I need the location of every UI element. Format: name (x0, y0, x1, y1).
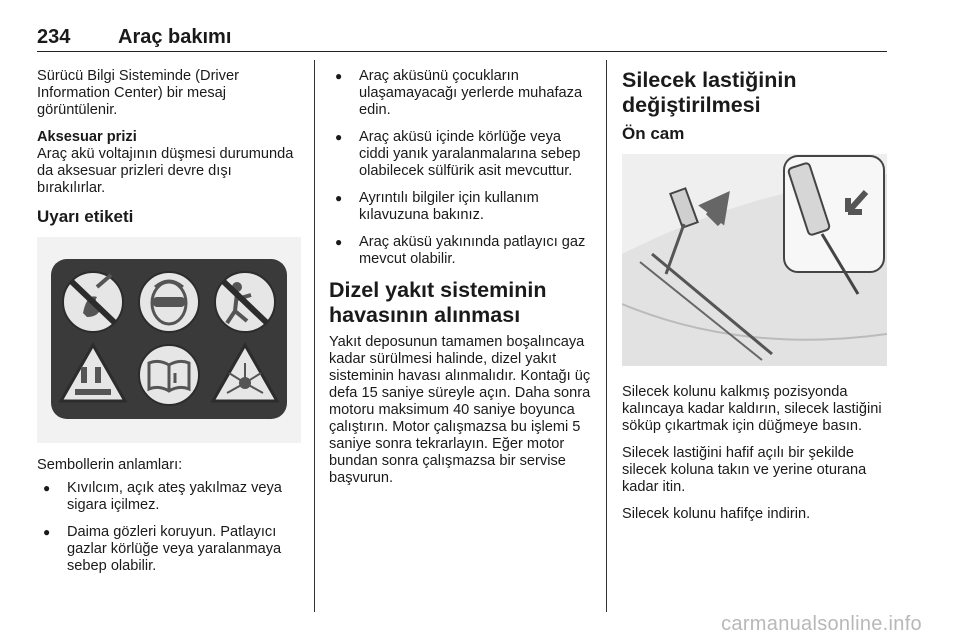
list-item: ● Araç aküsünü çocukların ulaşamayacağı yerlerde muhafaza edin. (329, 68, 595, 119)
keep-away-children-icon (215, 272, 275, 332)
no-fire-icon (63, 272, 123, 332)
battery-warnings-list (329, 68, 595, 268)
read-manual-icon (139, 345, 199, 405)
column-3 (622, 68, 890, 533)
warning-label-image (37, 237, 301, 443)
accessory-socket-heading: Aksesuar prizi (37, 129, 137, 145)
column-divider-1 (314, 60, 315, 612)
symbols-list (37, 480, 303, 575)
accessory-socket-text: Araç akü voltajının düşmesi durumunda da aksesuar prizleri devre dışı bırakılırlar. (37, 146, 294, 196)
wiper-step-2: Silecek lastiğini hafif açılı bir şekilde silecek koluna takın ve yerine oturana kadar itin. (622, 445, 867, 495)
wiper-step-3: Silecek kolunu hafifçe indirin. (622, 506, 811, 522)
list-item: ● Araç aküsü içinde körlüğe veya ciddi yanık yaralanmalarına sebep olabilecek sülfürik asit mevcuttur. (329, 129, 595, 180)
symbols-intro: Sembollerin anlamları: (37, 457, 183, 473)
windshield-subheading: Ön cam (622, 124, 685, 143)
list-item: ● Daima gözleri koruyun. Patlayıcı gazlar körlüğe veya yaralanmaya sebep olabilir. (37, 524, 303, 575)
page-number: 234 (37, 26, 71, 48)
column-divider-2 (606, 60, 607, 612)
warning-label-heading: Uyarı etiketi (37, 207, 134, 226)
watermark: carmanualsonline.info (721, 613, 922, 635)
column-1 (37, 68, 303, 585)
list-item: ● Kıvılcım, açık ateş yakılmaz veya sigara içilmez. (37, 480, 303, 514)
diesel-section-text: Yakıt deposunun tamamen boşalıncaya kadar sürülmesi halinde, dizel yakıt sisteminin havası alınmalıdır. Kontağı üç defa 15 saniye süreyle açın. Daha sonra motoru maksimum 40 saniye boyunca çalıştırın. Motor çalışmazsa bu işlemi 5 saniye sonra tekrarlayın. Eğer motor bundan sonra çalışmazsa bir servise başvurun. (329, 334, 591, 486)
wiper-illustration (622, 154, 887, 366)
page-header (37, 26, 887, 52)
warning-symbols-illustration (37, 237, 301, 443)
wiper-section-heading: Silecek lastiğinin değiştirilmesi (622, 68, 797, 117)
list-item: ● Araç aküsü yakınında patlayıcı gaz mevcut olabilir. (329, 234, 595, 268)
eye-protection-icon (139, 272, 199, 332)
list-item: ● Ayrıntılı bilgiler için kullanım kılavuzuna bakınız. (329, 190, 595, 224)
column-2 (329, 68, 595, 497)
page-title: Araç bakımı (118, 26, 232, 48)
intro-paragraph: Sürücü Bilgi Sisteminde (Driver Information Center) bir mesaj görüntülenir. (37, 68, 239, 118)
diesel-section-heading: Dizel yakıt sisteminin havasının alınması (329, 278, 547, 327)
wiper-blade-image (622, 154, 887, 366)
wiper-step-1: Silecek kolunu kalkmış pozisyonda kalıncaya kadar kaldırın, silecek lastiğini söküp çıkartmak için düğmeye basın. (622, 384, 882, 434)
